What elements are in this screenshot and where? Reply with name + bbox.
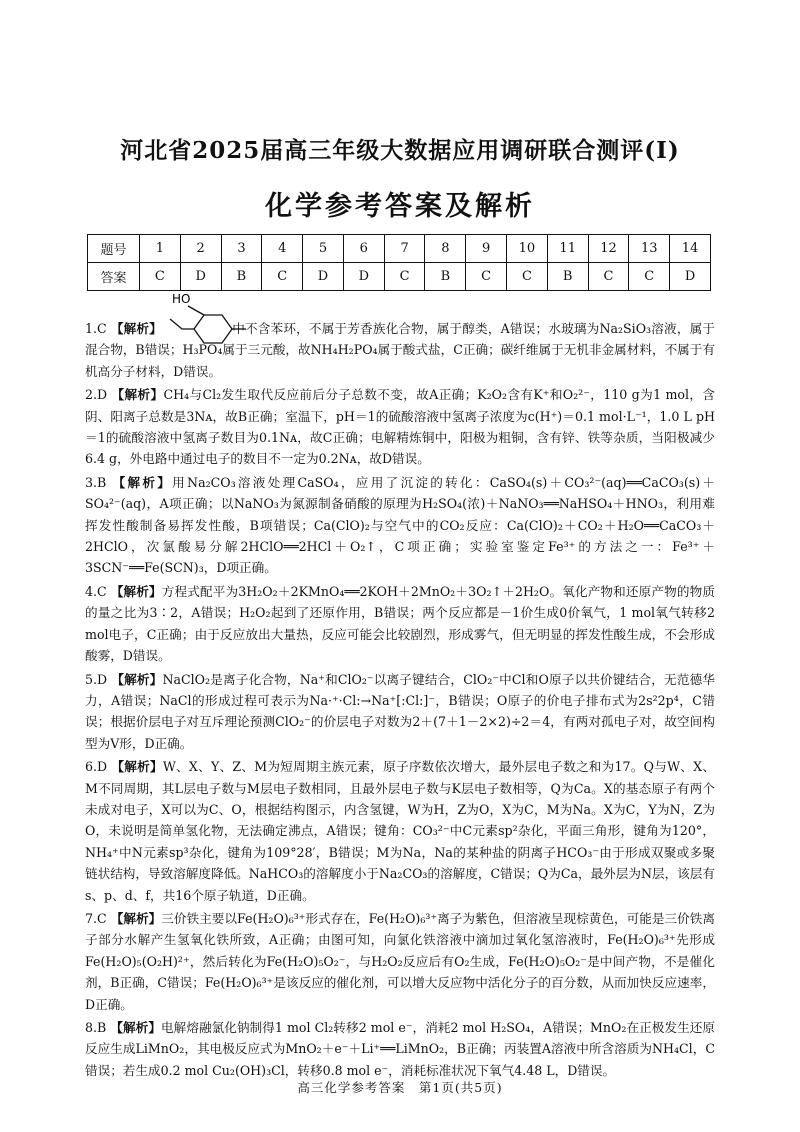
item-number: 7.C: [85, 910, 107, 926]
answer-cell: D: [180, 263, 221, 291]
item-text: CH₄与Cl₂发生取代反应前后分子总数不变，故A正确；K₂O₂含有K⁺和O₂²⁻，110 g为1 mol，含阴、阳离子总数是3Nᴀ，故B正确；室温下，pH＝1的硫酸溶液中氢离子浓度为c(H⁺)＝0.1 mol·L⁻¹，1.0 L pH＝1的硫酸溶液中氢离子数目为0.1Nᴀ，故C正确；电解精炼铜中，阳极为粗铜，含有锌、铁等杂质，当阳极减少6.4 g，外电路中通过电子的数目不一定为0.2Nᴀ，故D错误。: [85, 387, 715, 467]
answer-cell: C: [507, 263, 548, 291]
item-number: 8.B: [85, 1020, 107, 1035]
answer-cell: C: [629, 263, 670, 291]
answer-row: [88, 263, 711, 291]
answer-cell: D: [343, 263, 384, 291]
explanation-item: [85, 669, 715, 755]
question-number: 11: [547, 235, 588, 263]
question-number-row: [88, 235, 711, 263]
item-number: 5.D: [85, 671, 108, 687]
answer-cell: B: [547, 263, 588, 291]
answer-cell: B: [221, 263, 262, 291]
answer-cell: C: [466, 263, 507, 291]
item-text: W、X、Y、Z、M为短周期主族元素，原子序数依次增大，最外层电子数之和为17。Q与W、X、M不同周期，其L层电子数与M层电子数相同，且最外层电子数与K层电子数相等，Q为Ca。X的基态原子有两个未成对电子，X可以为C、O，根据结构图示，内含氢键，W为H，Z为O，X为C，M为Na。X为C，Y为N，Z为O，未说明是简单氢化物，无法确定沸点，A错误；键角：CO₃²⁻中C元素sp²杂化，平面三角形，键角为120°，NH₄⁺中N元素sp³杂化，键角为109°28′，B错误；M为Na，Na的某种盐的阴离子HCO₃⁻由于形成双聚或多聚链状结构，导致溶解度降低。NaHCO₃的溶解度小于Na₂CO₃的溶解度，C错误；Q为Ca，最外层为N层，该层有s、p、d、f，共16个原子轨道，D正确。: [85, 759, 715, 903]
item-number: 3.B: [85, 474, 107, 490]
item-number: 2.D: [85, 387, 108, 403]
question-number: 12: [588, 235, 629, 263]
question-number: 13: [629, 235, 670, 263]
question-number: 5: [303, 235, 344, 263]
item-tag: 【解析】: [110, 910, 162, 926]
item-text: 中不含苯环，不属于芳香族化合物，属于醇类，A错误；水玻璃为Na₂SiO₃溶液，属于混合物，B错误；H₃PO₄属于三元酸，故NH₄H₂PO₄属于酸式盐，C正确；碳纤维属于无机非金属材料，不属于有机高分子材料，D错误。: [85, 321, 715, 379]
explanations: [85, 318, 715, 1083]
explanation-item: [85, 472, 715, 579]
item-text: NaClO₂是离子化合物，Na⁺和ClO₂⁻以离子键结合，ClO₂⁻中Cl和O原子以共价键结合，无范德华力，A错误；NaCl的形成过程可表示为Na·⁺·Cl:→Na⁺[:Cl:]⁻，B错误；O原子的价电子排布式为2s²2p⁴，C错误；根据价层电子对互斥理论预测ClO₂⁻的价层电子对数为2＋(7＋1－2×2)÷2＝4，有两对孤电子对，故空间构型为V形，D正确。: [85, 671, 715, 751]
item-text: 用Na₂CO₃溶液处理CaSO₄，应用了沉淀的转化：CaSO₄(s)＋CO₃²⁻(aq)══CaCO₃(s)＋SO₄²⁻(aq)，A项正确；以NaNO₃为氮源制备硝酸的原理为H₂SO₄(浓)＋NaNO₃══NaHSO₄＋HNO₃，利用难挥发性酸制备易挥发性酸，B项错误；Ca(ClO)₂与空气中的CO₂反应：Ca(ClO)₂＋CO₂＋H₂O══CaCO₃＋2HClO，次氯酸易分解2HClO══2HCl＋O₂↑，C项正确；实验室鉴定Fe³⁺的方法之一：Fe³⁺＋3SCN⁻══Fe(SCN)₃，D项正确。: [85, 474, 716, 576]
question-number: 8: [425, 235, 466, 263]
item-tag: 【解析】: [111, 671, 163, 687]
explanation-item: [85, 756, 715, 906]
explanation-item: [85, 908, 715, 1015]
item-number: 1.C: [85, 321, 107, 336]
oh-bond: [188, 306, 204, 315]
question-number: 1: [140, 235, 181, 263]
explanation-item: [85, 581, 715, 667]
question-number: 2: [180, 235, 221, 263]
item-tag: 【解析】: [112, 474, 173, 490]
question-number: 9: [466, 235, 507, 263]
question-number: 7: [384, 235, 425, 263]
question-number: 4: [262, 235, 303, 263]
explanation-item: [85, 384, 715, 470]
item-text: 三价铁主要以Fe(H₂O)₆³⁺形式存在，Fe(H₂O)₆³⁺离子为紫色，但溶液呈现棕黄色，可能是三价铁离子部分水解产生氢氧化铁所致，A正确；由图可知，向氯化铁溶液中滴加过氧化氢溶液时，Fe(H₂O)₆³⁺先形成Fe(H₂O)₅(O₂H)²⁺，然后转化为Fe(H₂O)₅O₂⁻，与H₂O₂反应后有O₂生成，Fe(H₂O)₅O₂⁻是中间产物，不是催化剂，B正确，C错误；Fe(H₂O)₆³⁺是该反应的催化剂，可以增大反应物中活化分子的百分数，从而加快反应速率，D正确。: [85, 910, 715, 1012]
answer-cell: B: [425, 263, 466, 291]
question-number: 3: [221, 235, 262, 263]
question-number: 10: [507, 235, 548, 263]
item-text: 电解熔融氯化钠制得1 mol Cl₂转移2 mol e⁻，消耗2 mol H₂SO₄，A错误；MnO₂在正极发生还原反应生成LiMnO₂，其电极反应式为MnO₂＋e⁻＋Li⁺══LiMnO₂，B正确；丙装置A溶液中所含溶质为NH₄Cl，C错误；若生成0.2 mol Cu₂(OH)₃Cl，转移0.8 mol e⁻，消耗标准状况下氧气4.48 L，D错误。: [85, 1020, 716, 1078]
item-tag: 【解析】: [110, 1020, 161, 1035]
item-number: 4.C: [85, 583, 107, 599]
question-number: 6: [343, 235, 384, 263]
answer-header: 答案: [88, 263, 140, 291]
item-number: 6.D: [85, 759, 108, 775]
question-number: 14: [670, 235, 711, 263]
answer-cell: C: [588, 263, 629, 291]
answer-table: [87, 234, 711, 291]
document-title: 化学参考答案及解析: [265, 191, 535, 222]
item-tag: 【解析】: [111, 759, 163, 775]
page-footer: 高三化学参考答案 第1页(共5页): [297, 1080, 503, 1095]
answer-cell: C: [140, 263, 181, 291]
explanation-item: [85, 318, 715, 382]
answer-cell: D: [670, 263, 711, 291]
hydroxyl-label: HO: [172, 292, 191, 306]
item-tag: 【解析】: [111, 387, 164, 403]
answer-cell: C: [262, 263, 303, 291]
answer-cell: D: [303, 263, 344, 291]
item-text: 方程式配平为3H₂O₂＋2KMnO₄══2KOH＋2MnO₂＋3O₂↑＋2H₂O。氧化产物和还原产物的物质的量之比为3∶2，A错误；H₂O₂起到了还原作用，B错误；两个反应都是－1价生成0价氧气，1 mol氧气转移2 mol电子，C正确；由于反应放出大量热，反应可能会比较剧烈，形成雾气，但无明显的挥发性酸生成，不会形成酸雾，D错误。: [85, 583, 715, 664]
answer-cell: C: [384, 263, 425, 291]
item-tag: 【解析】: [110, 583, 162, 599]
item-tag: 【解析】: [110, 321, 162, 336]
explanation-item: [85, 1017, 715, 1081]
exam-title: 河北省2025届高三年级大数据应用调研联合测评(Ⅰ): [120, 137, 680, 164]
question-number-header: 题号: [88, 235, 140, 263]
